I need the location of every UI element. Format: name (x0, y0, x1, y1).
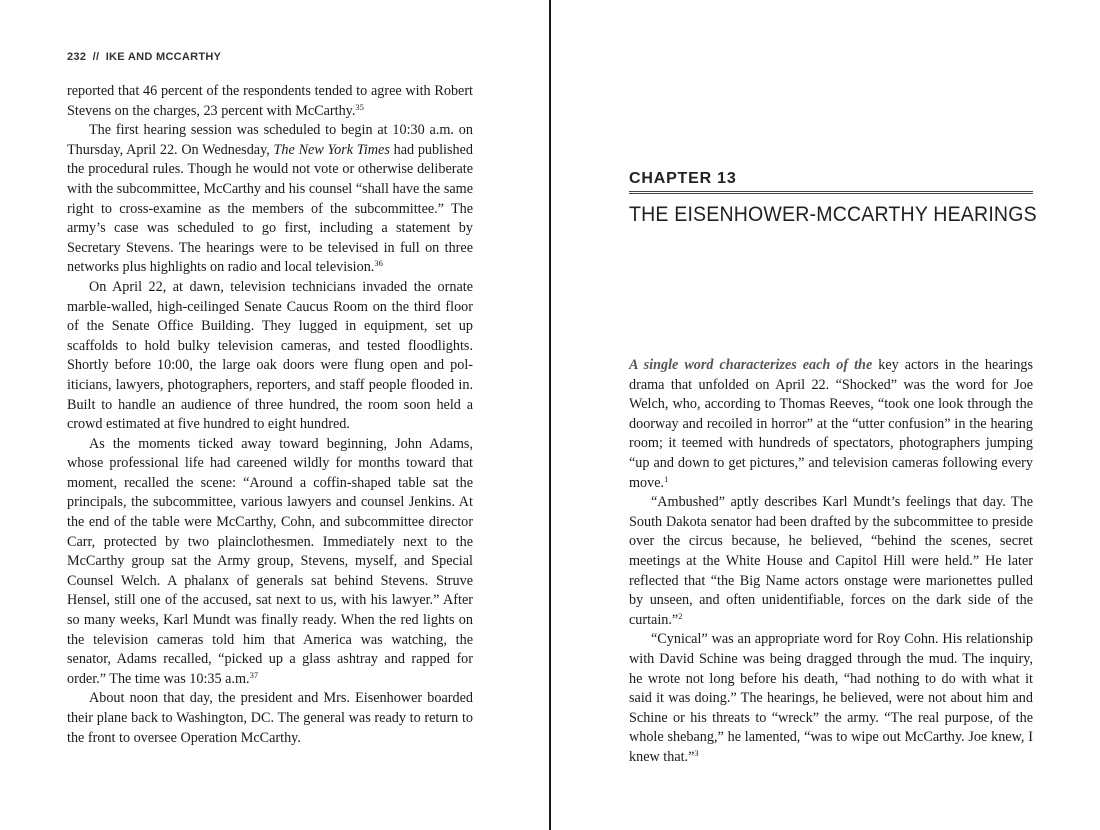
footnote-ref: 37 (249, 669, 259, 680)
paragraph: A single word characterizes each of the key actors in the hearings drama that unfolded on April 22. “Shocked” was the word for Joe Welch, who, according to Thomas Reeves, “took one look through the doorway and recoiled in horror” at the “utter confusion” in the hearing room; it teemed with hundreds of spectators, photographers jumping “up and down to get pictures,” and television cameras following every move.$^1$ (629, 357, 1033, 491)
footnote-ref: 3 (694, 747, 699, 758)
lead-in: A single word characterizes each of the (629, 357, 873, 373)
paragraph: The first hearing session was scheduled to begin at 10:30 a.m. on Thursday, April 22. On Wednesday, The New York Times had published the procedural rules. Though he would not vote or otherwise deliberate with the subcommittee, McCarthy and his counsel “shall have the same right to cross-examine as the members of the subcommittee.” The army’s case was scheduled to go first, including a statement by Secretary Stevens. The hearings were to be televised in full on three networks plus highlights on radio and local television.$^{36}$ (67, 122, 474, 276)
footnote-ref: 36 (374, 258, 383, 269)
right-body-text (629, 356, 1033, 767)
footnote-ref: 35 (355, 101, 364, 112)
chapter-title: THE EISENHOWER-MCCARTHY HEARINGS (629, 203, 1037, 226)
paragraph: “Cynical” was an appropriate word for Roy Cohn. His relationship with David Schine was being dragged through the mud. The inquiry, he wrote not long before his death, “had nothing to do with what it said it was doing.” The hearings, he believed, were not about him and Schine or his threats to “wreck” the army. “The real purpose, of the whole shebang,” he lamented, “was to wipe out McCarthy. Joe knew, I knew that.”$^3$ (629, 631, 1033, 765)
paragraph: As the moments ticked away toward beginning, John Adams, whose professional life had careened wildly for months toward that moment, recalled the scene: “Around a coffin-shaped table sat the principals, the subcommittee, various lawyers and counsel Jenkins. At the end of the table were McCarthy, Cohn, and subcommittee director Carr, protected by two plainclothesmen. Immediately next to the McCarthy group sat the Army group, Stevens, myself, and Special Counsel Welch. A phalanx of generals sat behind Stevens. Struve Hensel, still one of the accused, sat next to us, with his lawyer.” After so many weeks, Karl Mundt was finally ready. When the red lights on the television cameras told him that America was watching, the senator, Adams recalled, “picked up a glass ashtray and rapped for order.” The time was 10:35 a.m.$^{37}$ (67, 435, 473, 687)
paragraph: reported that 46 percent of the respondents tended to agree with Robert Stevens on the charges, 23 percent with McCarthy.$^{35}$ (67, 83, 473, 119)
right-page (551, 0, 1100, 830)
running-head (67, 51, 221, 63)
footnote-ref: 1 (664, 473, 669, 484)
chapter-number: CHAPTER 13 (629, 170, 737, 187)
paragraph: “Ambushed” aptly describes Karl Mundt’s feelings that day. The South Dakota senator had been drafted by the subcommittee to preside over the circus because, he believed, “behind the scenes, secret meetings at the White House and Capitol Hill were held.” He later reflected that “the Big Name actors onstage were marionettes pulled by unseen, and often unidentifiable, forces on the dark side of the curtain.”$^2$ (629, 494, 1033, 628)
chapter-heading (629, 170, 1037, 227)
publication-title: The New York Times (273, 141, 390, 158)
book-title: IKE AND MCCARTHY (105, 51, 222, 63)
chapter-rule (629, 191, 1033, 194)
paragraph: About noon that day, the president and Mrs. Eisenhower boarded their plane back to Washington, DC. The general was ready to return to the front to oversee Operation McCarthy. (67, 690, 473, 746)
footnote-ref: 2 (678, 610, 683, 621)
page-number: 232 (67, 51, 87, 63)
left-body-text (67, 82, 473, 748)
left-page (0, 0, 549, 830)
running-head-separator: // (92, 51, 100, 63)
paragraph: On April 22, at dawn, television technicians invaded the ornate marble-walled, high-ceilinged Senate Caucus Room on the third floor of the Senate Office Building. They lugged in equipment, set up scaffolds to hold bulky television cameras, and tested floodlights. Shortly before 10:00, the large oak doors were flung open and politicians, lawyers, photographers, reporters, and staff people flooded in. Built to handle an audience of three hundred, the room soon held a crowd estimated at five hundred to eight hundred. (67, 278, 473, 433)
